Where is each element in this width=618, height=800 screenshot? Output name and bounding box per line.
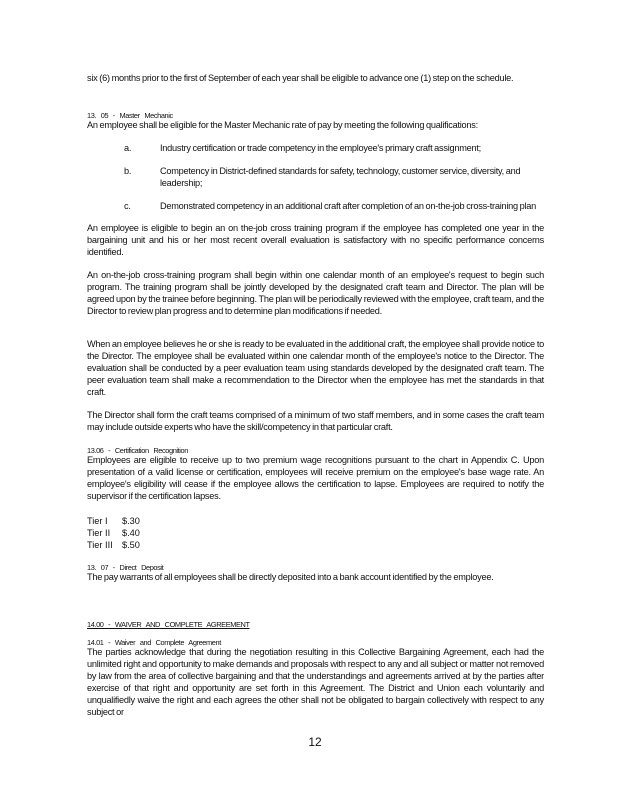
- section-13-06-heading: 13.06 - Certification Recognition: [87, 446, 188, 455]
- item-text: Industry certification or trade competency in the employee's primary craft assignment;: [160, 143, 481, 153]
- item-label: b.: [124, 166, 132, 176]
- tier-row: [87, 539, 140, 551]
- tier-row: [87, 515, 140, 527]
- item-text: Demonstrated competency in an additional craft after completion of an on-the-job cross-training plan: [160, 201, 537, 211]
- section-13-07-heading: 13. 07 - Direct Deposit: [87, 563, 164, 572]
- section-13-06-paragraph: Employees are eligible to receive up to two premium wage recognitions pursuant to the chart in Appendix C. Upon presentation of a valid license or certification, employees will receive premium on the employee's base wage rate. An employee's eligibility will cease if the employee allows the certification to lapse. Employees are required to notify the supervisor if the certification lapses.: [87, 455, 544, 501]
- item-label: a.: [124, 143, 132, 153]
- section-13-05-paragraph-3: When an employee believes he or she is ready to be evaluated in the additional craft, the employee shall provide notice to the Director. The employee shall be evaluated within one calendar month of the employee's notice to the Director. The evaluation shall be conducted by a peer evaluation team using standards developed by the designated craft team. The peer evaluation team shall make a recommendation to the Director when the employee has met the standards in that craft.: [87, 339, 544, 397]
- tier-name: Tier II: [87, 528, 111, 538]
- item-text: Competency in District-defined standards for safety, technology, customer service, diversity, and leadership;: [160, 166, 521, 188]
- item-label: c.: [124, 201, 131, 211]
- tier-name: Tier III: [87, 540, 113, 550]
- section-13-05-intro: An employee shall be eligible for the Master Mechanic rate of pay by meeting the following qualifications:: [87, 120, 478, 130]
- section-13-05-heading: 13. 05 - Master Mechanic: [87, 111, 173, 120]
- page-number: 12: [308, 735, 322, 749]
- tier-amount: $.40: [122, 528, 140, 538]
- section-13-05-paragraph-1: An employee is eligible to begin an on the-job cross training program if the employee has completed one year in the bargaining unit and his or her most recent overall evaluation is satisfactory with no specific performance concerns identified.: [87, 223, 544, 257]
- continued-paragraph: six (6) months prior to the first of September of each year shall be eligible to advance one (1) step on the schedule.: [87, 73, 514, 83]
- section-14-01-heading: 14.01 - Waiver and Complete Agreement: [87, 638, 221, 647]
- section-14-01-paragraph: The parties acknowledge that during the negotiation resulting in this Collective Bargaining Agreement, each had the unlimited right and opportunity to make demands and proposals with respect to any and all subject or matter not removed by law from the area of collective bargaining and that the understandings and agreements arrived at by the parties after exercise of that right and opportunity are set forth in this Agreement. The District and Union each voluntarily and unqualifiedly waive the right and each agrees the other shall not be obligated to bargain collectively with respect to any subject or: [87, 647, 544, 717]
- tier-amount: $.50: [122, 540, 140, 550]
- tier-amount: $.30: [122, 516, 140, 526]
- tier-list: [87, 515, 140, 551]
- tier-name: Tier I: [87, 516, 108, 526]
- section-13-05-paragraph-2: An on-the-job cross-training program shall begin within one calendar month of an employee's request to begin such program. The training program shall be jointly developed by the designated craft team and Director. The plan will be agreed upon by the trainee before beginning. The plan will be periodically reviewed with the employee, craft team, and the Director to review plan progress and to determine plan modifications if needed.: [87, 270, 544, 316]
- section-14-00-heading: 14.00 - WAIVER AND COMPLETE AGREEMENT: [87, 620, 250, 629]
- tier-row: [87, 527, 140, 539]
- section-13-07-paragraph: The pay warrants of all employees shall be directly deposited into a bank account identified by the employee.: [87, 572, 494, 582]
- section-13-05-paragraph-4: The Director shall form the craft teams comprised of a minimum of two staff members, and in some cases the craft team may include outside experts who have the skill/competency in that particular craft.: [87, 410, 544, 432]
